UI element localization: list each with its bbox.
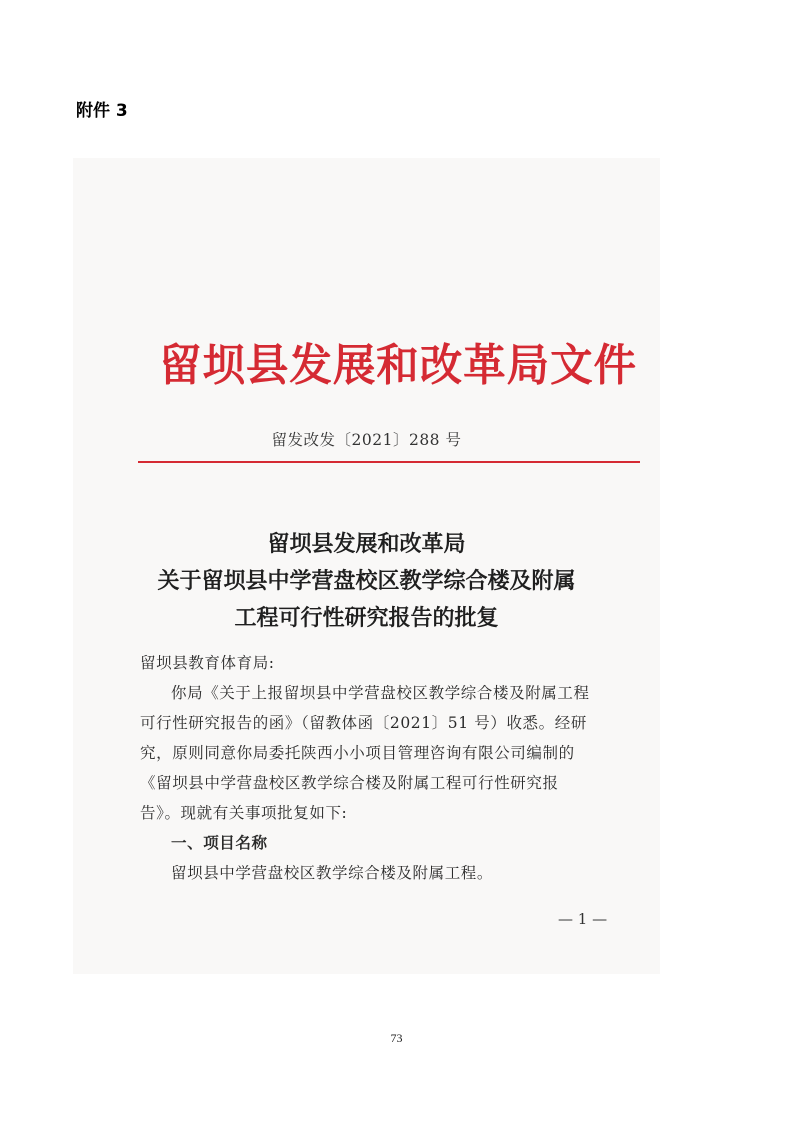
section-text: 留坝县中学营盘校区教学综合楼及附属工程。 <box>171 864 494 882</box>
paragraph-line: 究，原则同意你局委托陕西小小项目管理咨询有限公司编制的 <box>140 744 575 762</box>
title-line: 工程可行性研究报告的批复 <box>234 605 499 631</box>
addressee: 留坝县教育体育局: <box>140 654 275 672</box>
scan-page-number: — 1 — <box>558 910 608 928</box>
red-divider-line <box>138 461 640 463</box>
attachment-label: 附件 3 <box>76 101 128 121</box>
section-heading: 一、项目名称 <box>171 834 268 852</box>
page-number: 73 <box>390 1031 403 1045</box>
paragraph-line: 告》。现就有关事项批复如下: <box>140 804 348 822</box>
document-body <box>140 648 645 888</box>
paragraph-line: 《留坝县中学营盘校区教学综合楼及附属工程可行性研究报 <box>140 774 559 792</box>
title-line: 关于留坝县中学营盘校区教学综合楼及附属 <box>157 568 576 594</box>
title-line: 留坝县发展和改革局 <box>267 531 466 557</box>
agency-header-title <box>148 198 648 413</box>
agency-header-text: 留坝县发展和改革局文件 <box>159 340 637 391</box>
document-title <box>73 526 660 637</box>
scanned-document <box>73 158 660 974</box>
document-number: 留发改发〔2021〕288 号 <box>271 431 462 449</box>
agency-header-graphic <box>148 198 648 413</box>
paragraph-line: 你局《关于上报留坝县中学营盘校区教学综合楼及附属工程 <box>171 684 590 702</box>
paragraph-line: 可行性研究报告的函》（留教体函〔2021〕51 号）收悉。经研 <box>140 714 587 732</box>
